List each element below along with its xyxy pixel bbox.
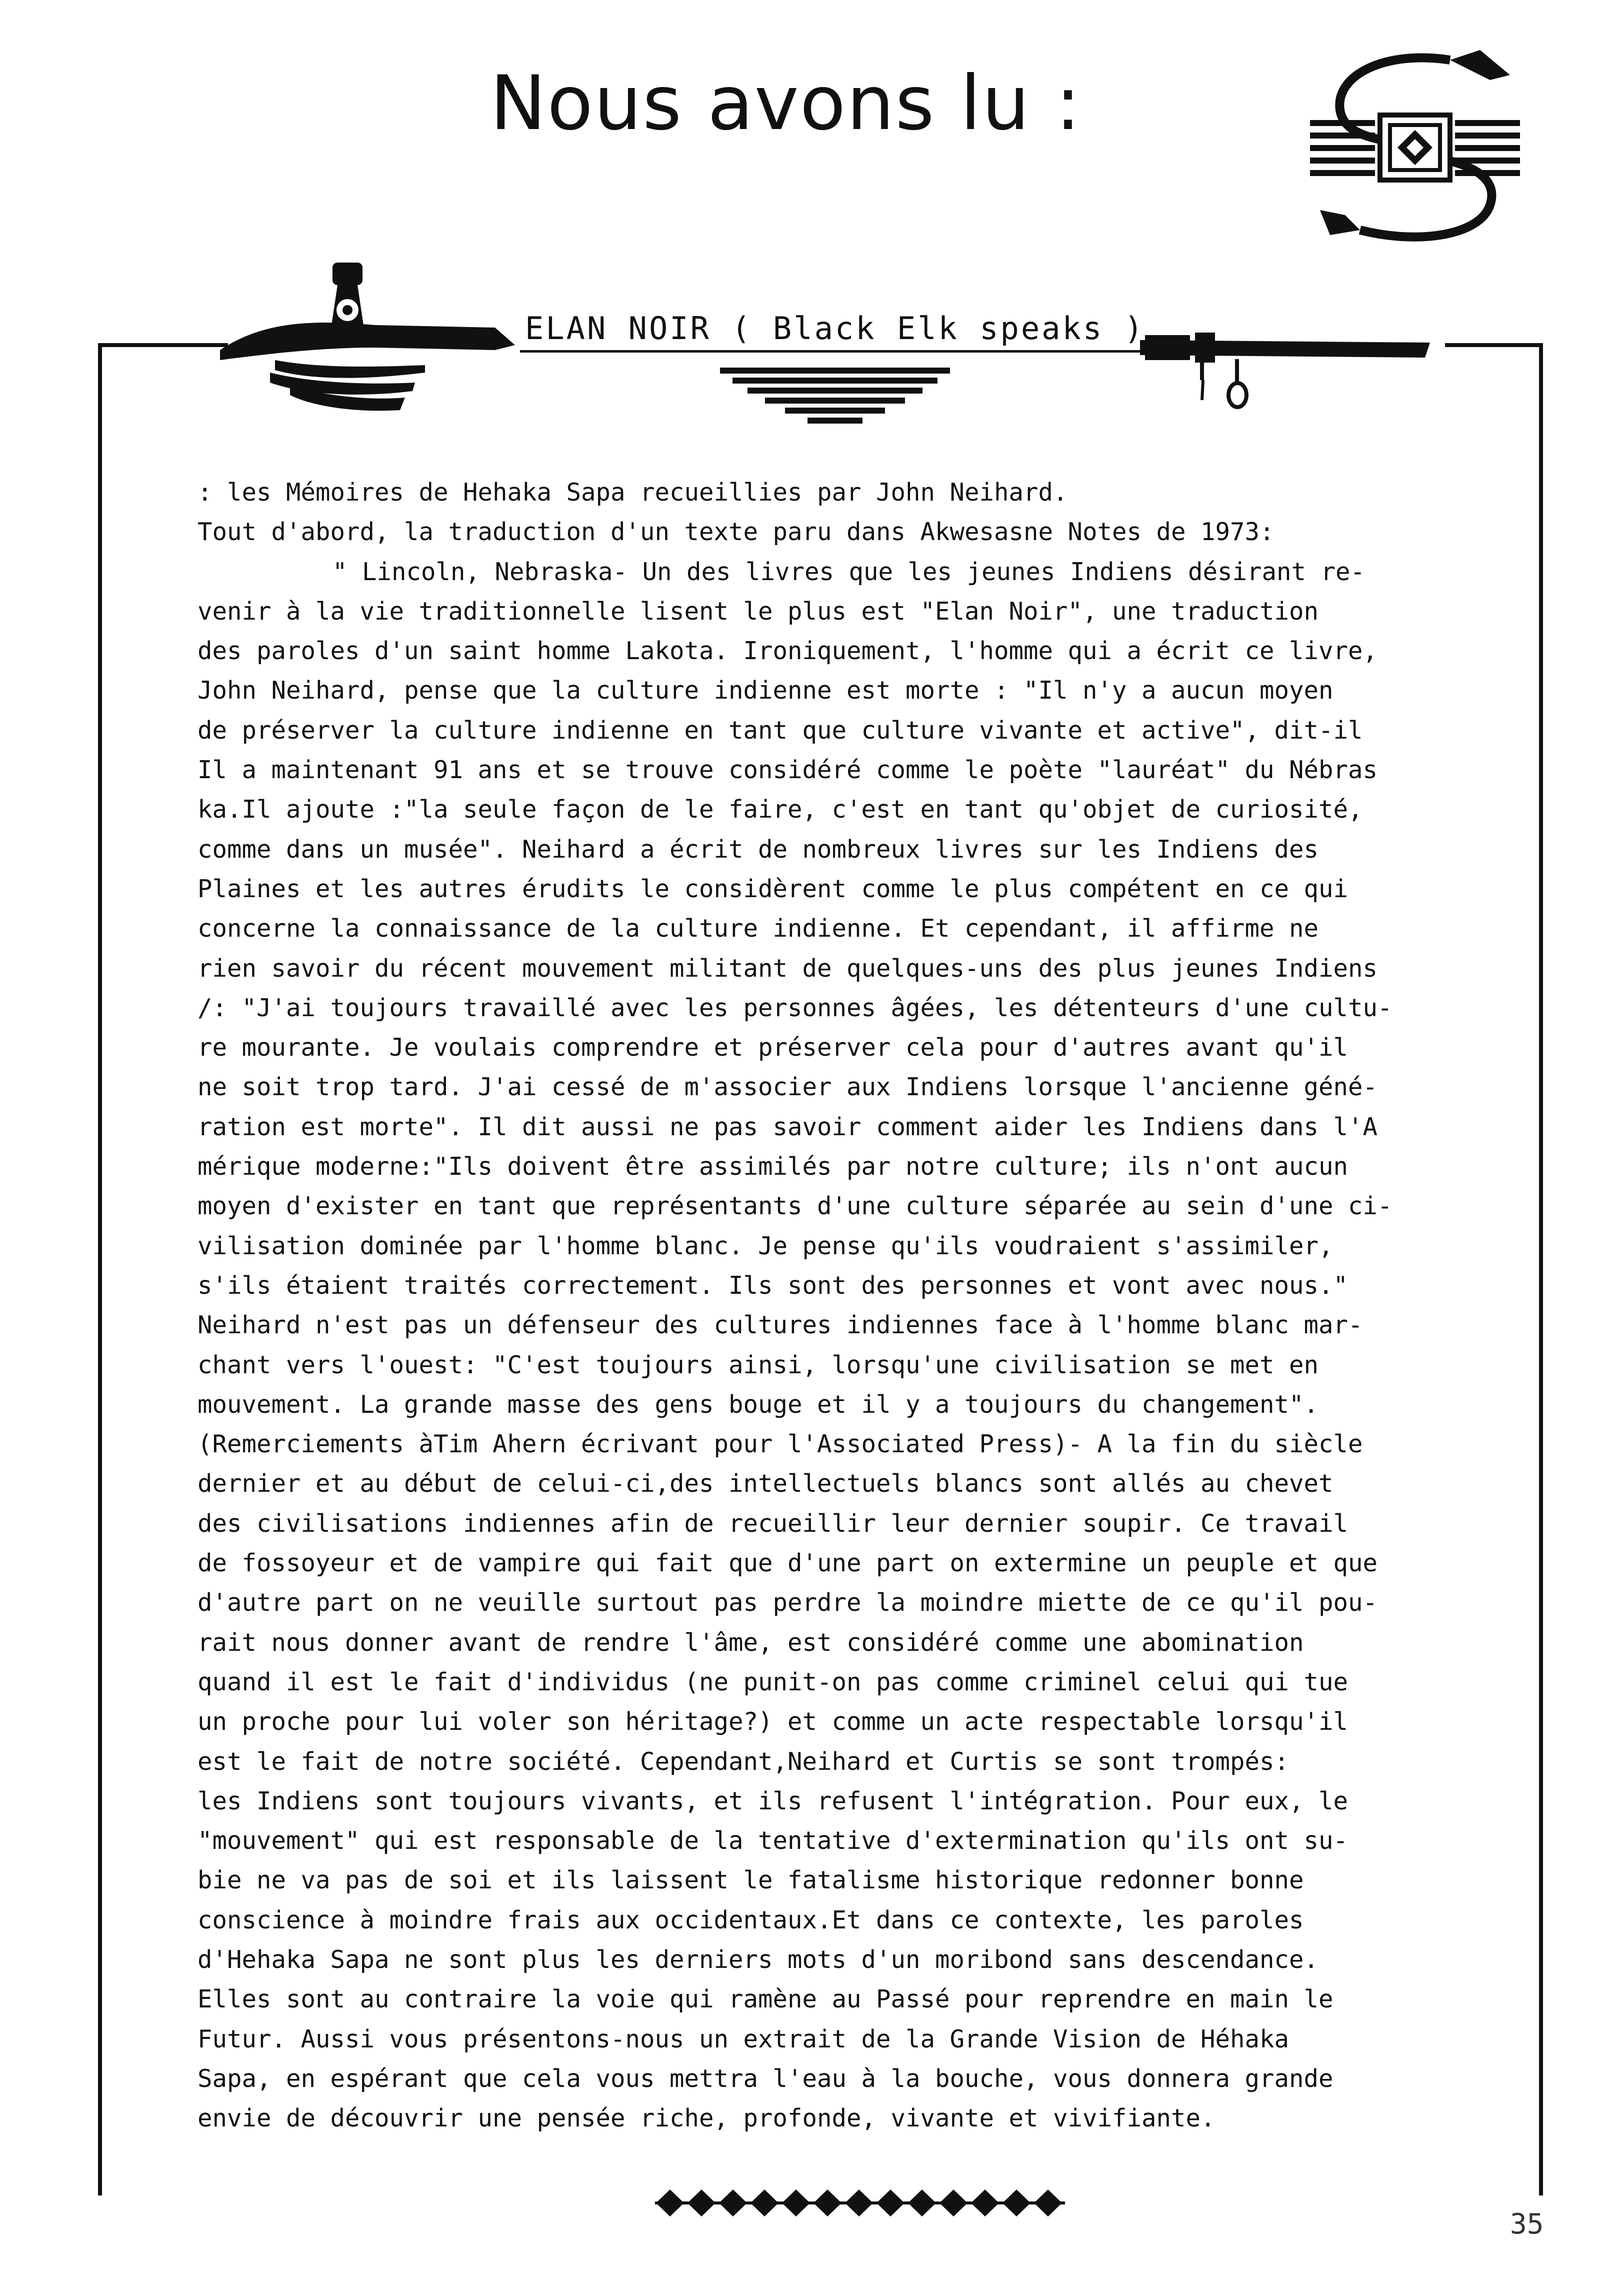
body-line: "mouvement" qui est responsable de la tentative d'extermination qu'ils ont su- (198, 1826, 1348, 1855)
frame-top-left-rule (98, 343, 228, 347)
diamond-icon (782, 2189, 810, 2216)
body-line: d'Hehaka Sapa ne sont plus les derniers mots d'un moribond sans descendance. (198, 1945, 1319, 1974)
body-line: conscience à moindre frais aux occidentaux.Et dans ce contexte, les paroles (198, 1905, 1304, 1934)
body-line: Neihard n'est pas un défenseur des cultures indiennes face à l'homme blanc mar- (198, 1311, 1363, 1340)
diamond-icon (688, 2189, 716, 2216)
body-line: ration est morte". Il dit aussi ne pas savoir comment aider les Indiens dans l'A (198, 1112, 1378, 1141)
body-line: (Remerciements àTim Ahern écrivant pour l'Associated Press)- A la fin du siècle (198, 1430, 1363, 1459)
body-line: des paroles d'un saint homme Lakota. Ironiquement, l'homme qui a écrit ce livre, (198, 637, 1378, 666)
diamond-chain-icon (655, 2185, 1065, 2220)
diamond-icon (908, 2189, 936, 2216)
stylized-s-emblem-icon (1300, 45, 1530, 255)
body-line: venir à la vie traditionnelle lisent le plus est "Elan Noir", une traduction (198, 597, 1319, 626)
body-line: chant vers l'ouest: "C'est toujours ainsi, lorsqu'une civilisation se met en (198, 1350, 1319, 1379)
body-line: mouvement. La grande masse des gens bouge et il y a toujours du changement". (198, 1390, 1319, 1419)
body-line: ne soit trop tard. J'ai cessé de m'associer aux Indiens lorsque l'ancienne géné- (198, 1073, 1378, 1102)
body-line: ka.Il ajoute :"la seule façon de le faire, c'est en tant qu'objet de curiosité, (198, 795, 1363, 824)
diamond-icon (940, 2189, 968, 2216)
body-line: /: "J'ai toujours travaillé avec les personnes âgées, les détenteurs d'une cultu- (198, 993, 1392, 1022)
frame-left-rule (98, 345, 102, 2195)
diamond-icon (656, 2189, 684, 2216)
body-line: Tout d'abord, la traduction d'un texte paru dans Akwesasne Notes de 1973: (198, 518, 1274, 547)
body-line: est le fait de notre société. Cependant,Neihard et Curtis se sont trompés: (198, 1747, 1290, 1776)
diamond-icon (750, 2189, 778, 2216)
page-title: Nous avons lu : (490, 60, 1082, 147)
section-heading: ELAN NOIR ( Black Elk speaks ) (525, 310, 1145, 347)
diamond-icon (1002, 2189, 1030, 2216)
article-body (198, 473, 1518, 2138)
body-line: les Indiens sont toujours vivants, et ils refusent l'intégration. Pour eux, le (198, 1786, 1348, 1815)
pipe-stem-with-beads-icon (1130, 320, 1440, 410)
frame-right-rule (1539, 345, 1543, 2195)
body-line: d'autre part on ne veuille surtout pas perdre la moindre miette de ce qu'il pou- (198, 1588, 1378, 1617)
body-line: : les Mémoires de Hehaka Sapa recueillies par John Neihard. (198, 478, 1068, 507)
diamond-icon (719, 2189, 747, 2216)
diamond-icon (845, 2189, 873, 2216)
body-line: des civilisations indiennes afin de recueillir leur dernier soupir. Ce travail (198, 1509, 1348, 1538)
body-line: quand il est le fait d'individus (ne punit-on pas comme criminel celui qui tue (198, 1667, 1348, 1696)
body-line: John Neihard, pense que la culture indienne est morte : "Il n'y a aucun moyen (198, 676, 1334, 705)
body-line: re mourante. Je voulais comprendre et préserver cela pour d'autres avant qu'il (198, 1033, 1348, 1062)
page-number: 35 (1510, 2208, 1544, 2240)
body-line: dernier et au début de celui-ci,des intellectuels blancs sont allés au chevet (198, 1469, 1334, 1498)
body-line: " Lincoln, Nebraska- Un des livres que les jeunes Indiens désirant re- (332, 557, 1366, 586)
diamond-icon (876, 2189, 904, 2216)
body-line: comme dans un musée". Neihard a écrit de nombreux livres sur les Indiens des (198, 835, 1319, 864)
body-line: rait nous donner avant de rendre l'âme, est considéré comme une abomination (198, 1628, 1304, 1657)
frame-top-right-rule (1445, 343, 1543, 347)
body-line: Il a maintenant 91 ans et se trouve considéré comme le poète "lauréat" du Nébras (198, 756, 1378, 785)
ceremonial-pipe-icon (215, 260, 525, 415)
body-line: mérique moderne:"Ils doivent être assimilés par notre culture; ils n'ont aucun (198, 1152, 1348, 1181)
stacked-bars-ornament-icon (720, 368, 950, 433)
body-line: Elles sont au contraire la voie qui ramène au Passé pour reprendre en main le (198, 1985, 1334, 2014)
heading-underline (520, 350, 1140, 353)
body-line: moyen d'exister en tant que représentants d'une culture séparée au sein d'une ci- (198, 1192, 1392, 1221)
body-line: bie ne va pas de soi et ils laissent le fatalisme historique redonner bonne (198, 1866, 1304, 1895)
body-line: Plaines et les autres érudits le considèrent comme le plus compétent en ce qui (198, 874, 1348, 903)
body-line: rien savoir du récent mouvement militant de quelques-uns des plus jeunes Indiens (198, 954, 1378, 983)
body-line: concerne la connaissance de la culture indienne. Et cependant, il affirme ne (198, 914, 1319, 943)
body-line: envie de découvrir une pensée riche, profonde, vivante et vivifiante. (198, 2104, 1216, 2133)
diamond-icon (1034, 2189, 1062, 2216)
body-line: de fossoyeur et de vampire qui fait que d'une part on extermine un peuple et que (198, 1549, 1378, 1578)
body-line: Futur. Aussi vous présentons-nous un extrait de la Grande Vision de Héhaka (198, 2024, 1290, 2053)
diamond-icon (971, 2189, 999, 2216)
body-line: Sapa, en espérant que cela vous mettra l'eau à la bouche, vous donnera grande (198, 2064, 1334, 2093)
body-line: vilisation dominée par l'homme blanc. Je pense qu'ils voudraient s'assimiler, (198, 1231, 1334, 1260)
body-line: de préserver la culture indienne en tant que culture vivante et active", dit-il (198, 716, 1363, 745)
body-line: un proche pour lui voler son héritage?) et comme un acte respectable lorsqu'il (198, 1707, 1348, 1736)
diamond-icon (814, 2189, 842, 2216)
body-line: s'ils étaient traités correctement. Ils sont des personnes et vont avec nous." (198, 1271, 1348, 1300)
